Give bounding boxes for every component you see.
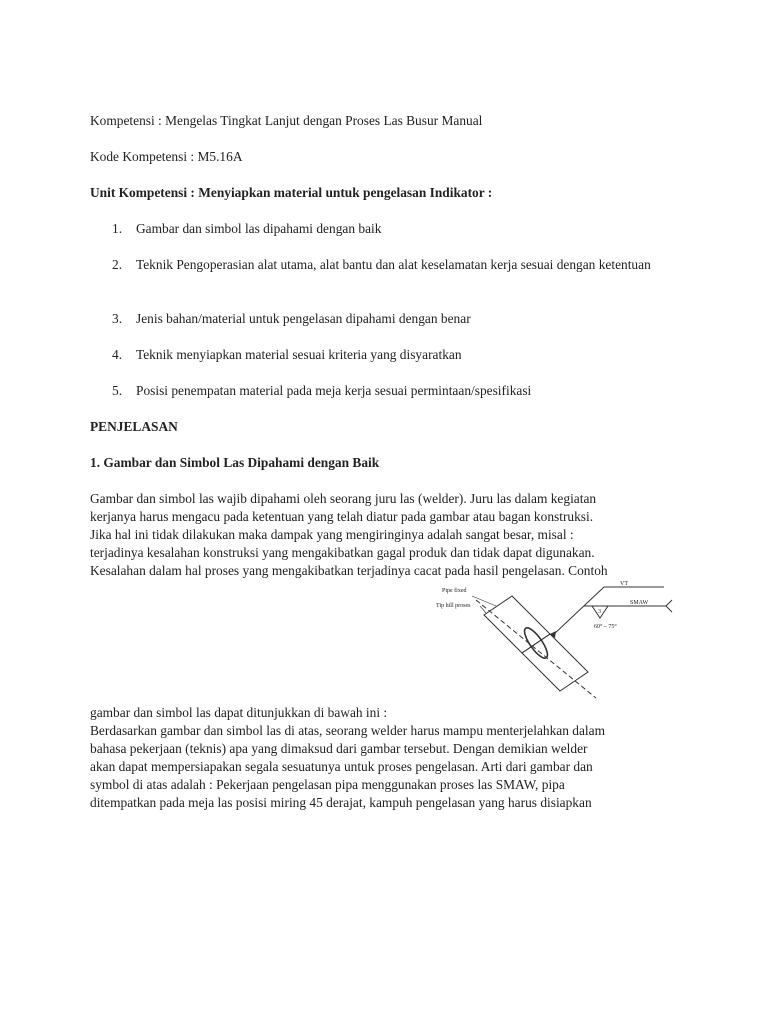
label-pipe-fixed: Pipe fixed [442,588,467,594]
paragraph-line: symbol di atas adalah : Pekerjaan pengelasan pipa menggunakan proses las SMAW, pipa [90,777,565,792]
list-item: Jenis bahan/material untuk pengelasan dipahami dengan benar [136,311,471,326]
list-item-number: 2. [112,257,123,272]
paragraph-line: Gambar dan simbol las wajib dipahami oleh seorang juru las (welder). Juru las dalam kegiatan [90,491,597,506]
kode-kompetensi-line: Kode Kompetensi : M5.16A [90,149,243,164]
kompetensi-line: Kompetensi : Mengelas Tingkat Lanjut dengan Proses Las Busur Manual [90,113,483,128]
label-vt: VT [620,581,628,587]
label-proses: Tip hill proses [436,603,471,609]
pipe-centerline [476,600,596,698]
label-angle: 60° – 75° [594,624,617,630]
list-item: Posisi penempatan material pada meja kerja sesuai permintaan/spesifikasi [136,383,532,398]
list-item: Teknik menyiapkan material sesuai kriteria yang disyaratkan [136,347,462,362]
pipe-weld-drawing [434,580,680,708]
paragraph-line: Jika hal ini tidak dilakukan maka dampak yang mengiringinya adalah sangat besar, misal : [90,527,574,542]
unit-kompetensi-heading: Unit Kompetensi : Menyiapkan material untuk pengelasan Indikator : [90,185,493,200]
paragraph-line: gambar dan simbol las dapat ditunjukkan di bawah ini : [90,705,388,720]
paragraph-intro [90,490,608,580]
weld-symbol-figure [434,580,680,708]
list-item: Gambar dan simbol las dipahami dengan baik [136,221,382,236]
section-title: PENJELASAN [90,419,178,434]
label-groove: 3 [598,609,601,615]
paragraph-line: Berdasarkan gambar dan simbol las di atas, seorang welder harus mampu menterjelahkan dalam [90,723,605,738]
paragraph-line: ditempatkan pada meja las posisi miring 45 derajat, kampuh pengelasan yang harus disiapkan [90,795,592,810]
list-item-number: 1. [112,221,123,236]
list-item-number: 4. [112,347,123,362]
paragraph-line: terjadinya kesalahan konstruksi yang mengakibatkan gagal produk dan tidak dapat digunakan. [90,545,595,560]
list-item-number: 3. [112,311,123,326]
paragraph-line: Kesalahan dalam hal proses yang mengakibatkan terjadinya cacat pada hasil pengelasan. Contoh [90,563,608,578]
paragraph-explanation [90,704,605,812]
paragraph-line: kerjanya harus mengacu pada ketentuan yang telah diatur pada gambar atau bagan konstruksi. [90,509,594,524]
label-smaw: SMAW [630,600,649,606]
list-item-number: 5. [112,383,123,398]
section-subtitle: 1. Gambar dan Simbol Las Dipahami dengan Baik [90,455,380,470]
list-item: Teknik Pengoperasian alat utama, alat bantu dan alat keselamatan kerja sesuai dengan ketentuan [136,257,651,272]
paragraph-line: akan dapat mempersiapakan segala sesuatunya untuk proses pengelasan. Arti dari gambar dan [90,759,593,774]
paragraph-line: bahasa pekerjaan (teknis) apa yang dimaksud dari gambar tersebut. Dengan demikian welder [90,741,588,756]
